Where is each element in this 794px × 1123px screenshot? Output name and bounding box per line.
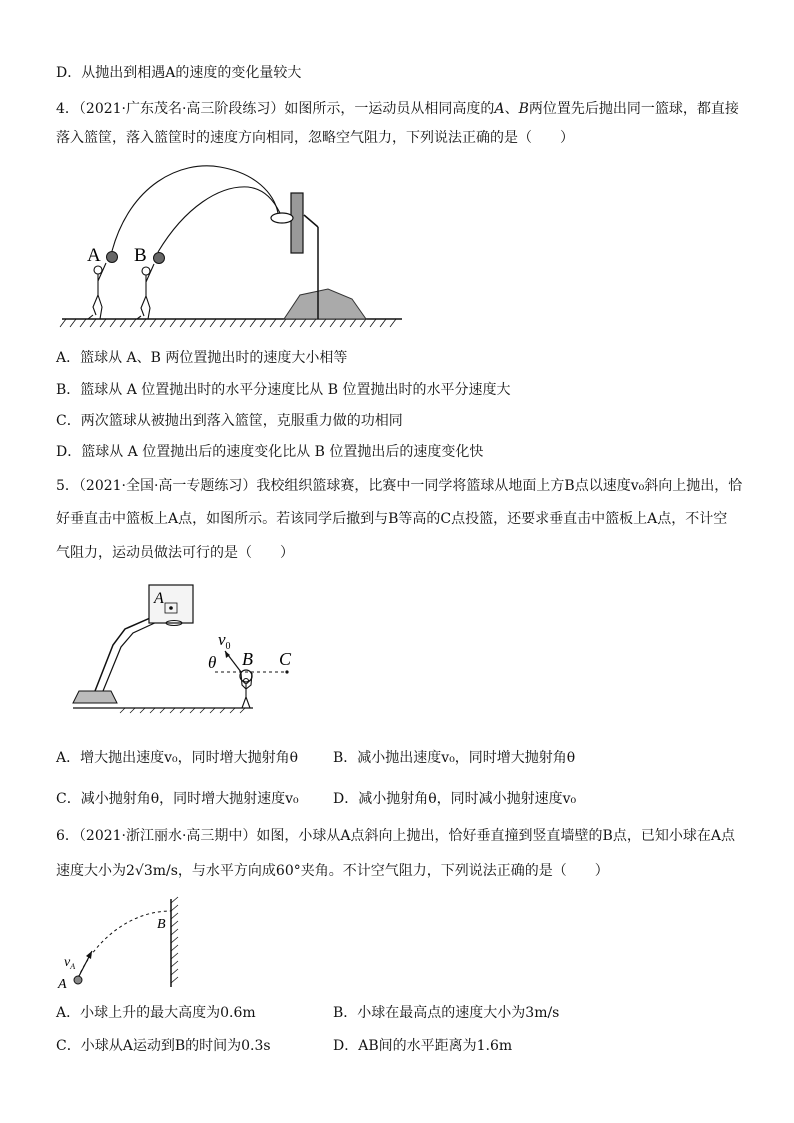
label-a: A: [87, 245, 101, 266]
q4-var-b: B: [518, 101, 529, 117]
label-b: B: [157, 917, 166, 932]
player-a: [88, 263, 106, 319]
trajectory-a: [112, 166, 278, 251]
q4-stem-line1: [56, 99, 739, 119]
label-a: A: [154, 590, 164, 607]
label-theta: θ: [208, 653, 217, 672]
q5-option-b: B．减小抛出速度v₀，同时增大抛射角θ: [333, 750, 576, 766]
q6-figure: [58, 895, 198, 995]
q6-stem-line1: 6．（2021·浙江丽水·高三期中）如图，小球从A点斜向上抛出，恰好垂直撞到竖直墙壁的B点，已知小球在A点: [56, 828, 735, 844]
q4-option-d: D．篮球从 A 位置抛出后的速度变化比从 B 位置抛出后的速度变化快: [56, 444, 484, 460]
ground-hatch: [60, 319, 396, 327]
stand-base: [73, 691, 117, 703]
prev-option-d: D．从抛出到相遇A的速度的变化量较大: [56, 65, 302, 81]
ground-hatch: [120, 708, 245, 713]
q4-option-c: C．两次篮球从被抛出到落入篮筐，克服重力做的功相同: [56, 413, 403, 429]
label-a: A: [58, 977, 67, 992]
q5-figure: [65, 575, 315, 715]
q6-option-d: D．AB间的水平距离为1.6m: [333, 1038, 513, 1054]
q5-option-a: A．增大抛出速度v₀，同时增大抛射角θ: [56, 750, 299, 766]
hoop-base: [284, 289, 366, 319]
q4-option-b: B．篮球从 A 位置抛出时的水平分速度比从 B 位置抛出时的水平分速度大: [56, 382, 511, 398]
label-va: v: [64, 955, 71, 970]
q5-option-c: C．减小抛射角θ，同时增大抛射速度v₀: [56, 791, 299, 807]
q5-stem-line2: 好垂直击中篮板上A点，如图所示。若该同学后撤到与B等高的C点投篮，还要求垂直击中篮板上A点，不计空: [56, 511, 728, 527]
backboard: [291, 193, 303, 253]
q4-stem-text: 4．（2021·广东茂名·高三阶段练习）如图所示，一运动员从相同高度的: [56, 101, 495, 117]
label-va-sub: A: [70, 962, 76, 971]
q6-option-b: B．小球在最高点的速度大小为3m/s: [333, 1005, 560, 1021]
q6-option-a: A．小球上升的最大高度为0.6m: [56, 1005, 256, 1021]
q5-stem-line1: 5．（2021·全国·高一专题练习）我校组织篮球赛，比赛中一同学将篮球从地面上方B点以速度v₀斜向上抛出，恰: [56, 478, 743, 494]
label-v0: v: [218, 630, 226, 649]
q4-var-a: A: [494, 101, 505, 117]
svg-text:vA: [64, 955, 75, 971]
q5-stem-line3: 气阻力，运动员做法可行的是（ ）: [56, 545, 294, 561]
q4-stem-line2: 落入篮筐，落入篮筐时的速度方向相同，忽略空气阻力，下列说法正确的是（ ）: [56, 130, 574, 146]
point-a-dot: [169, 606, 173, 610]
hoop-arm: [304, 215, 318, 227]
label-b: B: [242, 649, 253, 669]
q4-figure: [60, 155, 405, 330]
hoop-rim: [271, 213, 293, 223]
ball-b: [154, 253, 165, 264]
q6-option-c: C．小球从A运动到B的时间为0.3s: [56, 1038, 271, 1054]
q4-option-a: A．篮球从 A、B 两位置抛出时的速度大小相等: [56, 350, 348, 366]
q4-var-sep: 、: [504, 101, 519, 117]
label-b: B: [134, 245, 147, 266]
wall-hatch: [171, 897, 178, 983]
label-c: C: [279, 649, 292, 669]
ball-a: [74, 976, 82, 984]
player: [241, 673, 252, 708]
q6-stem-line2: 速度大小为2√3m/s，与水平方向成60°夹角。不计空气阻力，下列说法正确的是（ ）: [56, 863, 609, 879]
q4-stem-tail: 两位置先后抛出同一篮球，都直接: [528, 101, 739, 117]
svg-text:v0: [218, 630, 231, 652]
q5-option-d: D．减小抛射角θ，同时减小抛射速度v₀: [333, 791, 577, 807]
player-b: [137, 264, 154, 319]
label-v0-sub: 0: [225, 641, 231, 652]
velocity-arrow-head: [86, 951, 92, 959]
point-c-dot: [285, 670, 288, 673]
trajectory-b: [158, 187, 280, 252]
ball-a: [107, 252, 118, 263]
stand-arm-inner: [103, 621, 159, 691]
